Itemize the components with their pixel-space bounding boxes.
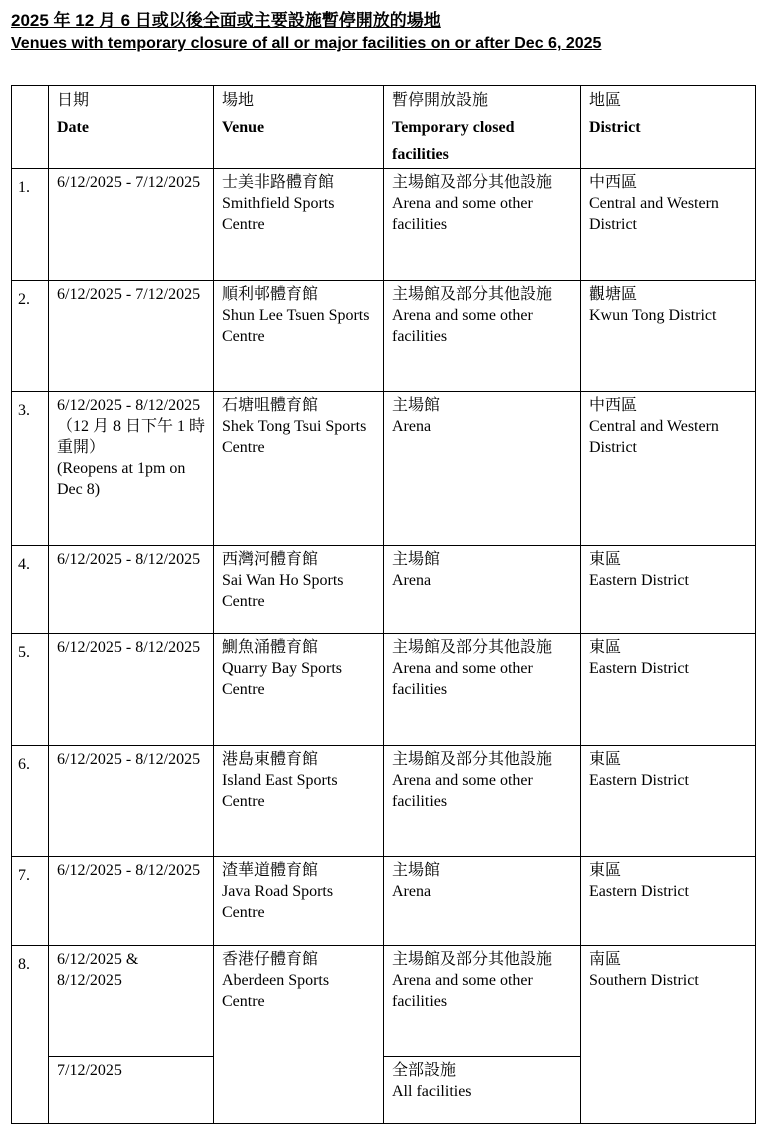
district-zh: 南區 (589, 951, 622, 968)
row-venue (214, 857, 384, 946)
header-venue-cell (214, 86, 384, 169)
row-date: 6/12/2025 - 8/12/2025 (49, 546, 214, 634)
district-en: Eastern District (589, 572, 689, 589)
table-row (12, 946, 756, 1057)
facility-zh: 主場館 (392, 397, 441, 414)
district-en: Eastern District (589, 660, 689, 677)
facility-zh: 主場館 (392, 551, 441, 568)
table-row (12, 857, 756, 946)
header-venue-en: Venue (222, 119, 265, 136)
header-district-en: District (589, 119, 641, 136)
header-facilities-en: Temporary closed facilities (392, 119, 515, 163)
venue-name-en: Sai Wan Ho Sports Centre (222, 572, 344, 610)
venue-name-en: Island East Sports Centre (222, 772, 338, 810)
venue-name-zh: 港島東體育館 (222, 751, 319, 768)
header-facilities-cell (384, 86, 581, 169)
venue-name-en: Shek Tong Tsui Sports Centre (222, 418, 367, 456)
table-row (12, 746, 756, 857)
facility-extra-zh: 全部設施 (392, 1062, 457, 1079)
row-district (581, 634, 756, 746)
district-en: Eastern District (589, 883, 689, 900)
row-district (581, 746, 756, 857)
header-date-cell (49, 86, 214, 169)
table-row (12, 281, 756, 392)
venue-name-en: Java Road Sports Centre (222, 883, 334, 921)
row-number: 8. (12, 946, 49, 1124)
facility-extra-en: All facilities (392, 1083, 472, 1100)
header-district-cell (581, 86, 756, 169)
row-venue (214, 281, 384, 392)
facility-en: Arena (392, 418, 432, 435)
row-date: 6/12/2025 - 7/12/2025 (49, 281, 214, 392)
venue-name-zh: 鰂魚涌體育館 (222, 639, 319, 656)
facility-en: Arena and some other facilities (392, 307, 533, 345)
header-index-cell (12, 86, 49, 169)
row-venue (214, 169, 384, 281)
row-number: 4. (12, 546, 49, 634)
row-district (581, 857, 756, 946)
row-number: 3. (12, 392, 49, 546)
district-en: Central and Western District (589, 418, 719, 456)
row-venue (214, 392, 384, 546)
facility-en: Arena and some other facilities (392, 195, 533, 233)
district-zh: 中西區 (589, 397, 638, 414)
facility-zh: 主場館及部分其他設施 (392, 174, 553, 191)
row-facility (384, 281, 581, 392)
venue-name-zh: 順利邨體育館 (222, 286, 319, 303)
row-facility (384, 169, 581, 281)
header-date-en: Date (57, 119, 89, 136)
row-number: 1. (12, 169, 49, 281)
row-date-extra: 7/12/2025 (49, 1057, 214, 1124)
row-district (581, 546, 756, 634)
header-district-zh: 地區 (589, 92, 622, 109)
facility-zh: 主場館及部分其他設施 (392, 951, 553, 968)
table-row (12, 169, 756, 281)
row-district (581, 169, 756, 281)
date-note-en: (Reopens at 1pm on Dec 8) (57, 460, 186, 498)
row-facility (384, 546, 581, 634)
row-district (581, 946, 756, 1124)
facility-zh: 主場館 (392, 862, 441, 879)
row-date: 6/12/2025 & 8/12/2025 (49, 946, 214, 1057)
row-facility (384, 946, 581, 1057)
table-header-row (12, 86, 756, 169)
facility-en: Arena and some other facilities (392, 660, 533, 698)
date-range: 6/12/2025 - 8/12/2025 (57, 397, 201, 414)
row-venue (214, 634, 384, 746)
row-venue (214, 746, 384, 857)
row-facility-extra (384, 1057, 581, 1124)
venue-name-en: Aberdeen Sports Centre (222, 972, 330, 1010)
district-en: Eastern District (589, 772, 689, 789)
district-zh: 東區 (589, 751, 622, 768)
table-row (12, 546, 756, 634)
facility-en: Arena (392, 883, 432, 900)
district-zh: 中西區 (589, 174, 638, 191)
district-en: Central and Western District (589, 195, 719, 233)
page-title-chinese: 2025 年 12 月 6 日或以後全面或主要設施暫停開放的場地 (11, 11, 441, 30)
district-zh: 東區 (589, 551, 622, 568)
row-facility (384, 392, 581, 546)
district-zh: 東區 (589, 639, 622, 656)
row-date: 6/12/2025 - 7/12/2025 (49, 169, 214, 281)
row-number: 2. (12, 281, 49, 392)
venue-name-en: Quarry Bay Sports Centre (222, 660, 342, 698)
facility-en: Arena (392, 572, 432, 589)
header-facilities-zh: 暫停開放設施 (392, 92, 489, 109)
venue-name-en: Smithfield Sports Centre (222, 195, 335, 233)
row-facility (384, 746, 581, 857)
row-date: 6/12/2025 - 8/12/2025 (49, 746, 214, 857)
row-date (49, 392, 214, 546)
date-note-zh: （12 月 8 日下午 1 時重開） (57, 418, 206, 456)
venue-name-zh: 渣華道體育館 (222, 862, 319, 879)
facility-zh: 主場館及部分其他設施 (392, 286, 553, 303)
row-district (581, 281, 756, 392)
district-en: Southern District (589, 972, 699, 989)
venue-name-zh: 石塘咀體育館 (222, 397, 319, 414)
venue-closure-table (11, 85, 756, 1124)
row-facility (384, 857, 581, 946)
facility-en: Arena and some other facilities (392, 972, 533, 1010)
facility-zh: 主場館及部分其他設施 (392, 639, 553, 656)
district-zh: 觀塘區 (589, 286, 638, 303)
header-date-zh: 日期 (57, 92, 90, 109)
row-district (581, 392, 756, 546)
venue-name-zh: 香港仔體育館 (222, 951, 319, 968)
row-number: 6. (12, 746, 49, 857)
facility-zh: 主場館及部分其他設施 (392, 751, 553, 768)
facility-en: Arena and some other facilities (392, 772, 533, 810)
row-venue (214, 946, 384, 1124)
table-row (12, 634, 756, 746)
row-venue (214, 546, 384, 634)
row-number: 7. (12, 857, 49, 946)
venue-name-zh: 西灣河體育館 (222, 551, 319, 568)
header-venue-zh: 場地 (222, 92, 255, 109)
table-row (12, 392, 756, 546)
row-facility (384, 634, 581, 746)
page-title-english: Venues with temporary closure of all or major facilities on or after Dec 6, 2025 (11, 35, 602, 52)
row-date: 6/12/2025 - 8/12/2025 (49, 857, 214, 946)
row-date: 6/12/2025 - 8/12/2025 (49, 634, 214, 746)
venue-name-en: Shun Lee Tsuen Sports Centre (222, 307, 370, 345)
row-number: 5. (12, 634, 49, 746)
district-zh: 東區 (589, 862, 622, 879)
district-en: Kwun Tong District (589, 307, 717, 324)
venue-name-zh: 士美非路體育館 (222, 174, 335, 191)
